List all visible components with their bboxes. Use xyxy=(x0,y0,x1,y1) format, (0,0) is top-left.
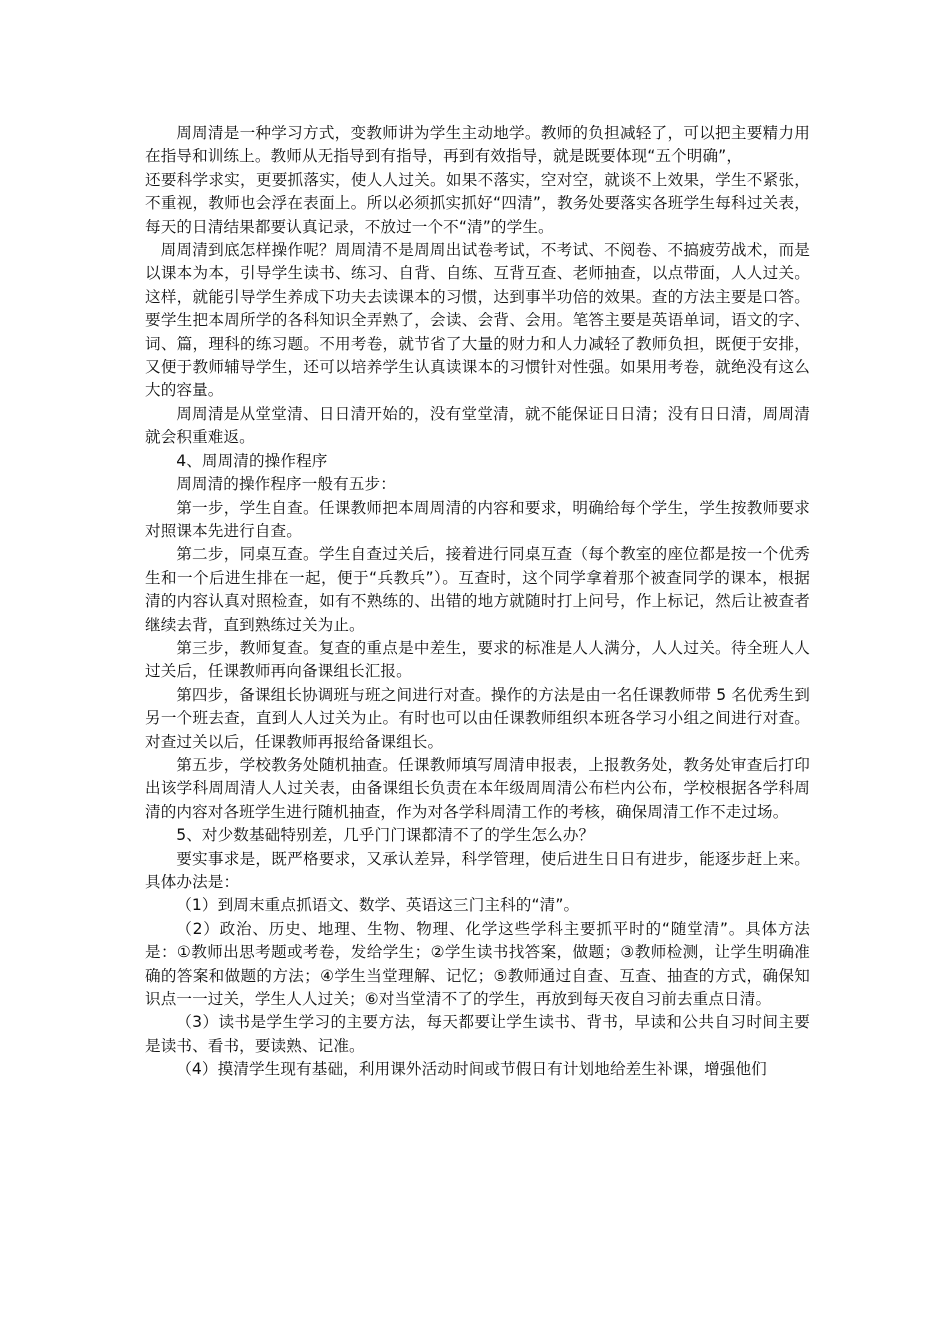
list-item: （3）读书是学生学习的主要方法，每天都要让学生读书、背书，早读和公共自习时间主要是读书、看书，要读熟、记准。 xyxy=(145,1013,810,1055)
paragraph: 第三步，教师复查。复查的重点是中差生，要求的标准是人人满分，人人过关。待全班人人过关后，任课教师再向备课组长汇报。 xyxy=(145,638,810,681)
paragraph: 第五步，学校教务处随机抽查。任课教师填写周清申报表，上报教务处，教务处审查后打印出该学科周周清人人过关表，由备课组长负责在本年级周周清公布栏内公布，学校根据各学科周清的内容对各班学生进行随机抽查，作为对各学科周清工作的考核，确保周清工作不走过场。 xyxy=(145,755,810,821)
list-item: （1）到周末重点抓语文、数学、英语这三门主科的“清”。 xyxy=(176,896,580,915)
paragraph: 还要科学求实，更要抓落实，使人人过关。如果不落实，空对空，就谈不上效果，学生不紧张，不重视，教师也会浮在表面上。所以必须抓实抓好“四清”，教务处要落实各班学生每科过关表，每天的日清结果都要认真记录，不放过一个不“清”的学生。 xyxy=(145,170,810,236)
paragraph: 第四步，备课组长协调班与班之间进行对查。操作的方法是由一名任课教师带 5 名优秀生到另一个班去查，直到人人过关为止。有时也可以由任课教师组织本班各学习小组之间进行对查。对查过关以后，任课教师再报给备课组长。 xyxy=(145,685,810,751)
list-item: （4）摸清学生现有基础，利用课外活动时间或节假日有计划地给差生补课，增强他们 xyxy=(176,1060,767,1079)
paragraph: 第一步，学生自查。任课教师把本周周清的内容和要求，明确给每个学生，学生按教师要求对照课本先进行自查。 xyxy=(145,498,810,540)
paragraph: 周周清是从堂堂清、日日清开始的，没有堂堂清，就不能保证日日清；没有日日清，周周清就会积重难返。 xyxy=(145,404,810,447)
section-heading: 4、周周清的操作程序 xyxy=(176,451,328,470)
paragraph: 第二步，同桌互查。学生自查过关后，接着进行同桌互查（每个教室的座位都是按一个优秀生和一个后进生排在一起，便于“兵教兵”）。互查时，这个同学拿着那个被查同学的课本，根据清的内容认真对照检查，如有不熟练的、出错的地方就随时打上问号，作上标记，然后让被查者继续去背，直到熟练过关为止。 xyxy=(145,545,810,634)
paragraph: 要实事求是，既严格要求，又承认差异，科学管理，使后进生日日有进步，能逐步赶上来。具体办法是： xyxy=(145,849,810,891)
document-body xyxy=(145,122,810,1082)
paragraph: 周周清的操作程序一般有五步： xyxy=(176,475,396,494)
list-item: （2）政治、历史、地理、生物、物理、化学这些学科主要抓平时的“随堂清”。具体方法是：①教师出思考题或考卷，发给学生；②学生读书找答案，做题；③教师检测，让学生明确准确的答案和做题的方法；④学生当堂理解、记忆；⑤教师通过自查、互查、抽查的方式，确保知识点一一过关，学生人人过关；⑥对当堂清不了的学生，再放到每天夜自习前去重点日清。 xyxy=(145,919,810,1009)
paragraph: 周周清到底怎样操作呢？周周清不是周周出试卷考试，不考试、不阅卷、不搞疲劳战术，而是以课本为本，引导学生读书、练习、自背、自练、互背互查、老师抽查，以点带面，人人过关。这样，就能引导学生养成下功夫去读课本的习惯，达到事半功倍的效果。查的方法主要是口答。要学生把本周所学的各科知识全弄熟了，会读、会背、会用。笔答主要是英语单词，语文的字、词、篇，理科的练习题。不用考卷，就节省了大量的财力和人力减轻了教师负担，既便于安排，又便于教师辅导学生，还可以培养学生认真读课本的习惯针对性强。如果用考卷，就绝没有这么大的容量。 xyxy=(145,241,810,400)
section-heading: 5、对少数基础特别差，几乎门门课都清不了的学生怎么办？ xyxy=(176,826,595,845)
paragraph: 周周清是一种学习方式，变教师讲为学生主动地学。教师的负担减轻了，可以把主要精力用在指导和训练上。教师从无指导到有指导，再到有效指导，就是既要体现“五个明确”， xyxy=(145,124,810,166)
